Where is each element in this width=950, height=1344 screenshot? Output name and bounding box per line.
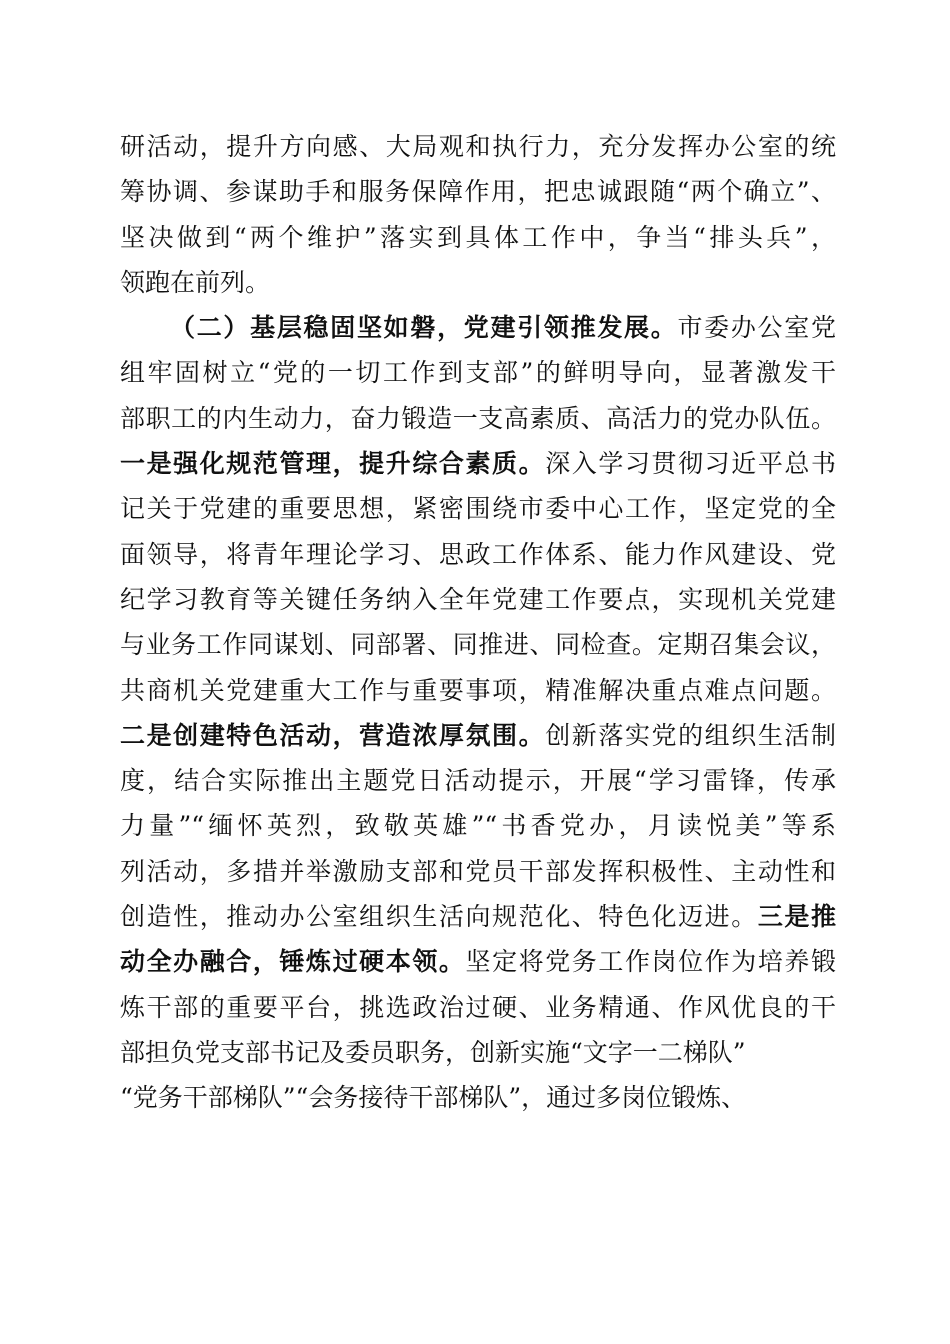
body-text [120,124,836,1121]
bold-heading-text: 三是推 [757,902,836,932]
bold-heading-text: 动全办融合，锤炼过硬本领。 [120,947,466,977]
bold-heading-text: 一是强化规范管理，提升综合素质。 [120,449,546,479]
body-text-run: 与业务工作同谋划、同部署、同推进、同检查。定期召集会议， [120,630,836,660]
text-line [120,215,836,260]
body-text-run: 记关于党建的重要思想，紧密围绕市委中心工作，坚定党的全 [120,494,836,524]
text-line [120,758,836,803]
bold-heading-text: 二是创建特色活动，营造浓厚氛围。 [120,720,546,750]
text-line [120,396,836,441]
body-text-run: 部担负党支部书记及委员职务，创新实施“文字一二梯队” [120,1037,746,1067]
body-text-run: 度，结合实际推出主题党日活动提示，开展“学习雷锋，传承 [120,766,836,796]
text-line [120,985,836,1030]
text-line [120,577,836,622]
body-text-run: 列活动，多措并举激励支部和党员干部发挥积极性、主动性和 [120,856,836,886]
text-line [120,803,836,848]
text-line [120,124,836,169]
body-text-run: 组牢固树立“党的一切工作到支部”的鲜明导向，显著激发干 [120,358,836,388]
text-line [120,486,836,531]
bold-heading-text: （二）基层稳固坚如磐，党建引领推发展。 [170,313,678,343]
body-text-run: 深入学习贯彻习近平总书 [545,449,836,479]
body-text-run: 研活动，提升方向感、大局观和执行力，充分发挥办公室的统 [120,132,836,161]
body-text-run: 纪学习教育等关键任务纳入全年党建工作要点，实现机关党建 [120,584,836,614]
body-text-run: 创新落实党的组织生活制 [545,720,836,750]
text-line [120,441,836,486]
text-line [120,849,836,894]
text-line [120,532,836,577]
text-line [120,1030,836,1075]
text-line [120,668,836,713]
body-text-run: 部职工的内生动力，奋力锻造一支高素质、高活力的党办队伍。 [120,403,836,433]
body-text-run: 力量”“缅怀英烈，致敬英雄”“书香党办，月读悦美”等系 [120,811,836,841]
text-line [120,713,836,758]
body-text-run: 共商机关党建重大工作与重要事项，精准解决重点难点问题。 [120,675,836,705]
text-line [120,305,836,350]
body-text-run: 坚定将党务工作岗位作为培养锻 [465,947,836,977]
body-text-run: 炼干部的重要平台，挑选政治过硬、业务精通、作风优良的干 [120,992,836,1022]
body-text-run: 面领导，将青年理论学习、思政工作体系、能力作风建设、党 [120,539,836,569]
body-text-run: 领跑在前列。 [120,267,271,297]
text-line [120,169,836,214]
text-line [120,894,836,939]
body-text-run: “党务干部梯队”“会务接待干部梯队”，通过多岗位锻炼、 [120,1083,747,1113]
text-line [120,350,836,395]
text-line [120,260,836,305]
body-text-run: 坚决做到“两个维护”落实到具体工作中，争当“排头兵”， [120,222,836,252]
text-line [120,1075,836,1120]
body-text-run: 筹协调、参谋助手和服务保障作用，把忠诚跟随“两个确立”、 [120,177,836,207]
text-line [120,622,836,667]
body-text-run: 创造性，推动办公室组织生活向规范化、特色化迈进。 [120,902,758,932]
text-line [120,939,836,984]
body-text-run: 市委办公室党 [677,313,836,343]
